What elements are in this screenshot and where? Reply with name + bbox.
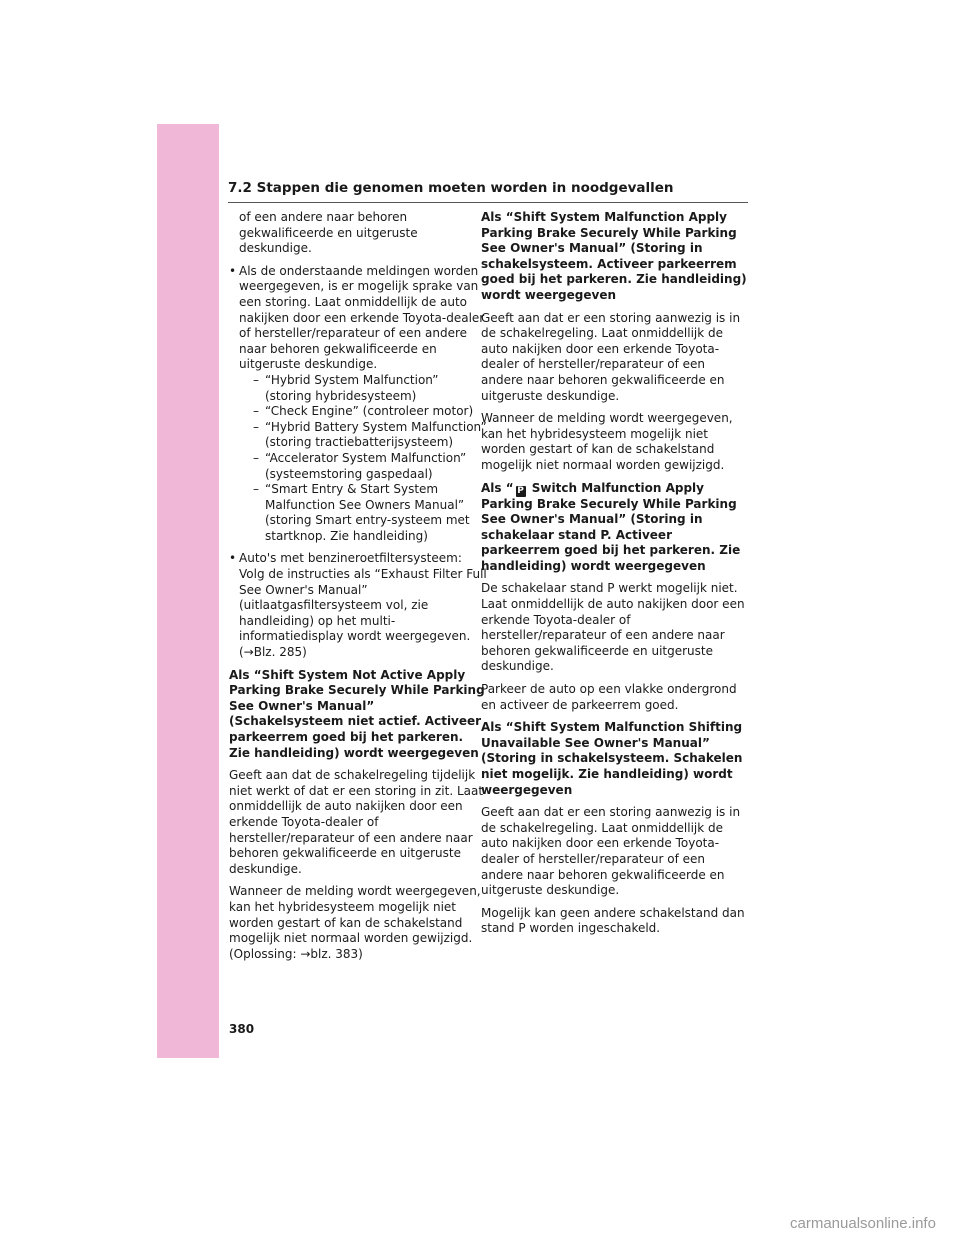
paragraph: Wanneer de melding wordt weergegeven, kan het hybridesysteem mogelijk niet worden gestart of kan de schakelstand mogelijk niet normaal worden gewijzigd.: [481, 411, 733, 472]
section-header: [228, 178, 748, 203]
paragraph: Geeft aan dat er een storing aanwezig is in de schakelregeling. Laat onmiddellijk de auto nakijken door een erkende Toyota-dealer of hersteller/reparateur of een andere naar behoren gekwalificeerde en uitgeruste deskundige.: [481, 310, 741, 403]
sub-item: [239, 451, 487, 482]
right-column: [481, 210, 747, 944]
bullet-text: Als de onderstaande meldingen worden weergegeven, is er mogelijk sprake van een storing. Laat onmiddellijk de auto nakijken door een erkende Toyota-dealer of hersteller/reparateur of een andere naar behoren gekwalificeerde en uitgeruste deskundige.: [239, 263, 485, 372]
message-heading: Als “Shift System Malfunction Shifting Unavailable See Owner's Manual” (Storing in schakelsysteem. Schakelen niet mogelijk. Zie handleiding) wordt weergegeven: [481, 720, 743, 797]
bullet-text: Auto's met benzineroetfiltersysteem: Volg de instructies als “Exhaust Filter Full See Owner's Manual” (uitlaatgasfiltersysteem vol, zie handleiding) op het multi-informatiedisplay wordt weergegeven. (→Blz. 285): [239, 551, 487, 660]
bullet-mark: •: [229, 263, 237, 278]
sub-item-text: “Smart Entry & Start System Malfunction See Owners Manual” (storing Smart entry-systeem met startknop. Zie handleiding): [265, 482, 470, 543]
sub-item: [239, 482, 487, 544]
bullet-item: [229, 264, 487, 545]
paragraph: Wanneer de melding wordt weergegeven, kan het hybridesysteem mogelijk niet worden gestart of kan de schakelstand mogelijk niet normaal worden gewijzigd. (Oplossing: →blz. 383): [229, 884, 481, 961]
heading-prefix: Als “: [481, 480, 514, 495]
paragraph: Mogelijk kan geen andere schakelstand dan stand P worden ingeschakeld.: [481, 905, 745, 936]
continued-text: of een andere naar behoren gekwalificeerde en uitgeruste deskundige.: [239, 210, 418, 256]
bullet-item: [229, 551, 487, 660]
dash-mark: –: [253, 404, 259, 419]
sub-item: [239, 420, 487, 451]
sub-item-text: “Hybrid Battery System Malfunction” (storing tractiebatterijsysteem): [265, 419, 487, 450]
paragraph: Geeft aan dat er een storing aanwezig is in de schakelregeling. Laat onmiddellijk de auto nakijken door een erkende Toyota-dealer of hersteller/reparateur of een andere naar behoren gekwalificeerde en uitgeruste deskundige.: [481, 805, 741, 898]
dash-mark: –: [253, 419, 259, 434]
dash-mark: –: [253, 482, 259, 497]
sub-item-text: “Check Engine” (controleer motor): [265, 404, 474, 419]
sub-item-text: “Hybrid System Malfunction” (storing hybridesysteem): [265, 372, 439, 403]
dash-mark: –: [253, 372, 259, 387]
left-column: [229, 210, 487, 969]
section-title: 7.2 Stappen die genomen moeten worden in noodgevallen: [228, 180, 674, 196]
dash-mark: –: [253, 450, 259, 465]
paragraph: Parkeer de auto op een vlakke ondergrond en activeer de parkeerrem goed.: [481, 682, 737, 712]
paragraph: De schakelaar stand P werkt mogelijk niet. Laat onmiddellijk de auto nakijken door een erkende Toyota-dealer of hersteller/reparateur of een andere naar behoren gekwalificeerde en uitgeruste deskundige.: [481, 581, 745, 674]
page-number: 380: [229, 1022, 255, 1036]
message-heading: Als “Shift System Malfunction Apply Parking Brake Securely While Parking See Owner's Manual” (Storing in schakelsysteem. Activeer parkeerrem goed bij het parkeren. Zie handleiding) wordt weergegeven: [481, 210, 747, 302]
parking-p-icon: P: [517, 485, 524, 496]
section-tab-bar: [157, 124, 219, 1058]
sub-item: [239, 373, 487, 404]
sub-item: [239, 404, 487, 420]
sub-item-text: “Accelerator System Malfunction” (systeemstoring gaspedaal): [265, 450, 467, 481]
watermark: carmanualsonline.info: [790, 1215, 936, 1232]
paragraph: Geeft aan dat de schakelregeling tijdelijk niet werkt of dat er een storing in zit. Laat onmiddellijk de auto nakijken door een erkende Toyota-dealer of hersteller/reparateur of een andere naar behoren gekwalificeerde en uitgeruste deskundige.: [229, 768, 484, 876]
heading-suffix: Switch Malfunction Apply Parking Brake Securely While Parking See Owner's Manual” (Storing in schakelaar stand P. Activeer parkeerrem goed bij het parkeren. Zie handleiding) wordt weergegeven: [481, 480, 741, 573]
bullet-mark: •: [229, 551, 237, 566]
message-heading: Als “Shift System Not Active Apply Parking Brake Securely While Parking See Owner's Manual” (Schakelsysteem niet actief. Activeer parkeerrem goed bij het parkeren. Zie handleiding) wordt weergegeven: [229, 667, 485, 760]
message-heading: [481, 481, 747, 575]
